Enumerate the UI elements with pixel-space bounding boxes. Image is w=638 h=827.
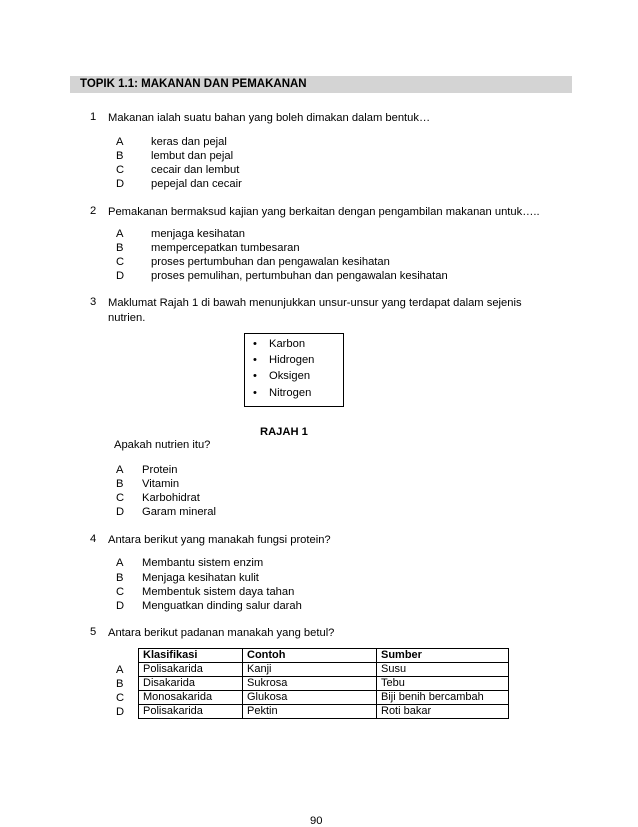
table-row bbox=[139, 663, 509, 677]
q4-option-d-text: Menguatkan dinding salur darah bbox=[142, 600, 302, 612]
q5-row-c-letter: C bbox=[116, 692, 125, 704]
q3-option-a-letter: A bbox=[116, 464, 124, 476]
table-cell: Glukosa bbox=[243, 691, 377, 705]
page-number: 90 bbox=[310, 815, 323, 827]
q3-option-c-text: Karbohidrat bbox=[142, 492, 200, 504]
box-item-oksigen bbox=[253, 370, 310, 382]
box-item-label: Hidrogen bbox=[269, 354, 315, 366]
question-3-text-line2: nutrien. bbox=[108, 312, 146, 324]
table-cell: Pektin bbox=[243, 705, 377, 719]
table-cell: Polisakarida bbox=[139, 705, 243, 719]
table-cell: Monosakarida bbox=[139, 691, 243, 705]
table-cell: Polisakarida bbox=[139, 663, 243, 677]
box-item-label: Oksigen bbox=[269, 370, 311, 382]
question-3-prompt: Apakah nutrien itu? bbox=[114, 439, 211, 451]
table-cell: Kanji bbox=[243, 663, 377, 677]
q4-option-d-letter: D bbox=[116, 600, 125, 612]
q1-option-d-letter: D bbox=[116, 178, 125, 190]
q3-option-b-text: Vitamin bbox=[142, 478, 180, 490]
question-2-number: 2 bbox=[90, 205, 97, 217]
question-4-number: 4 bbox=[90, 533, 97, 545]
table-header-contoh: Contoh bbox=[243, 649, 377, 663]
table-row bbox=[139, 691, 509, 705]
q3-option-c-letter: C bbox=[116, 492, 125, 504]
q5-row-d-letter: D bbox=[116, 706, 125, 718]
question-5-number: 5 bbox=[90, 626, 97, 638]
bullet-icon: • bbox=[253, 387, 257, 399]
box-item-nitrogen bbox=[253, 387, 311, 399]
q4-option-c-text: Membentuk sistem daya tahan bbox=[142, 586, 295, 598]
q2-option-a-text: menjaga kesihatan bbox=[151, 228, 245, 240]
table-row bbox=[139, 677, 509, 691]
q1-option-d-text: pepejal dan cecair bbox=[151, 178, 242, 190]
q2-option-d-text: proses pemulihan, pertumbuhan dan pengawalan kesihatan bbox=[151, 270, 448, 282]
bullet-icon: • bbox=[253, 370, 257, 382]
bullet-icon: • bbox=[253, 338, 257, 350]
q5-options-table bbox=[138, 648, 509, 719]
table-header-row bbox=[139, 649, 509, 663]
question-3-number: 3 bbox=[90, 296, 97, 308]
q4-option-b-letter: B bbox=[116, 572, 124, 584]
box-item-label: Nitrogen bbox=[269, 387, 312, 399]
table-header-sumber: Sumber bbox=[377, 649, 509, 663]
table-cell: Sukrosa bbox=[243, 677, 377, 691]
q1-option-b-text: lembut dan pejal bbox=[151, 150, 234, 162]
q2-option-c-text: proses pertumbuhan dan pengawalan kesihatan bbox=[151, 256, 390, 268]
q2-option-c-letter: C bbox=[116, 256, 125, 268]
q5-row-a-letter: A bbox=[116, 664, 124, 676]
q3-option-b-letter: B bbox=[116, 478, 124, 490]
q2-option-a-letter: A bbox=[116, 228, 124, 240]
q5-row-b-letter: B bbox=[116, 678, 124, 690]
box-item-label: Karbon bbox=[269, 338, 306, 350]
q1-option-a-letter: A bbox=[116, 136, 124, 148]
table-cell: Susu bbox=[377, 663, 509, 677]
q4-option-c-letter: C bbox=[116, 586, 125, 598]
question-2-text: Pemakanan bermaksud kajian yang berkaitan dengan pengambilan makanan untuk….. bbox=[108, 206, 540, 218]
bullet-icon: • bbox=[253, 354, 257, 366]
q3-option-a-text: Protein bbox=[142, 464, 178, 476]
question-5-text: Antara berikut padanan manakah yang betul? bbox=[108, 627, 335, 639]
table-header-klasifikasi: Klasifikasi bbox=[139, 649, 243, 663]
table-row bbox=[139, 705, 509, 719]
table-cell: Disakarida bbox=[139, 677, 243, 691]
question-1-text: Makanan ialah suatu bahan yang boleh dimakan dalam bentuk… bbox=[108, 112, 431, 124]
question-1-number: 1 bbox=[90, 111, 97, 123]
q1-option-b-letter: B bbox=[116, 150, 124, 162]
q3-option-d-text: Garam mineral bbox=[142, 506, 216, 518]
rajah-1-caption: RAJAH 1 bbox=[260, 426, 308, 438]
table-cell: Biji benih bercambah bbox=[377, 691, 509, 705]
q2-option-b-letter: B bbox=[116, 242, 124, 254]
table-cell: Roti bakar bbox=[377, 705, 509, 719]
q1-option-a-text: keras dan pejal bbox=[151, 136, 227, 148]
q1-option-c-text: cecair dan lembut bbox=[151, 164, 240, 176]
q2-option-b-text: mempercepatkan tumbesaran bbox=[151, 242, 300, 254]
q2-option-d-letter: D bbox=[116, 270, 125, 282]
question-3-text-line1: Maklumat Rajah 1 di bawah menunjukkan unsur-unsur yang terdapat dalam sejenis bbox=[108, 297, 522, 309]
question-4-text: Antara berikut yang manakah fungsi protein? bbox=[108, 534, 331, 546]
box-item-karbon bbox=[253, 338, 305, 350]
q4-option-a-text: Membantu sistem enzim bbox=[142, 557, 264, 569]
q4-option-b-text: Menjaga kesihatan kulit bbox=[142, 572, 259, 584]
topic-title: TOPIK 1.1: MAKANAN DAN PEMAKANAN bbox=[80, 78, 307, 90]
table-cell: Tebu bbox=[377, 677, 509, 691]
box-item-hidrogen bbox=[253, 354, 314, 366]
q4-option-a-letter: A bbox=[116, 557, 124, 569]
q1-option-c-letter: C bbox=[116, 164, 125, 176]
q3-option-d-letter: D bbox=[116, 506, 125, 518]
